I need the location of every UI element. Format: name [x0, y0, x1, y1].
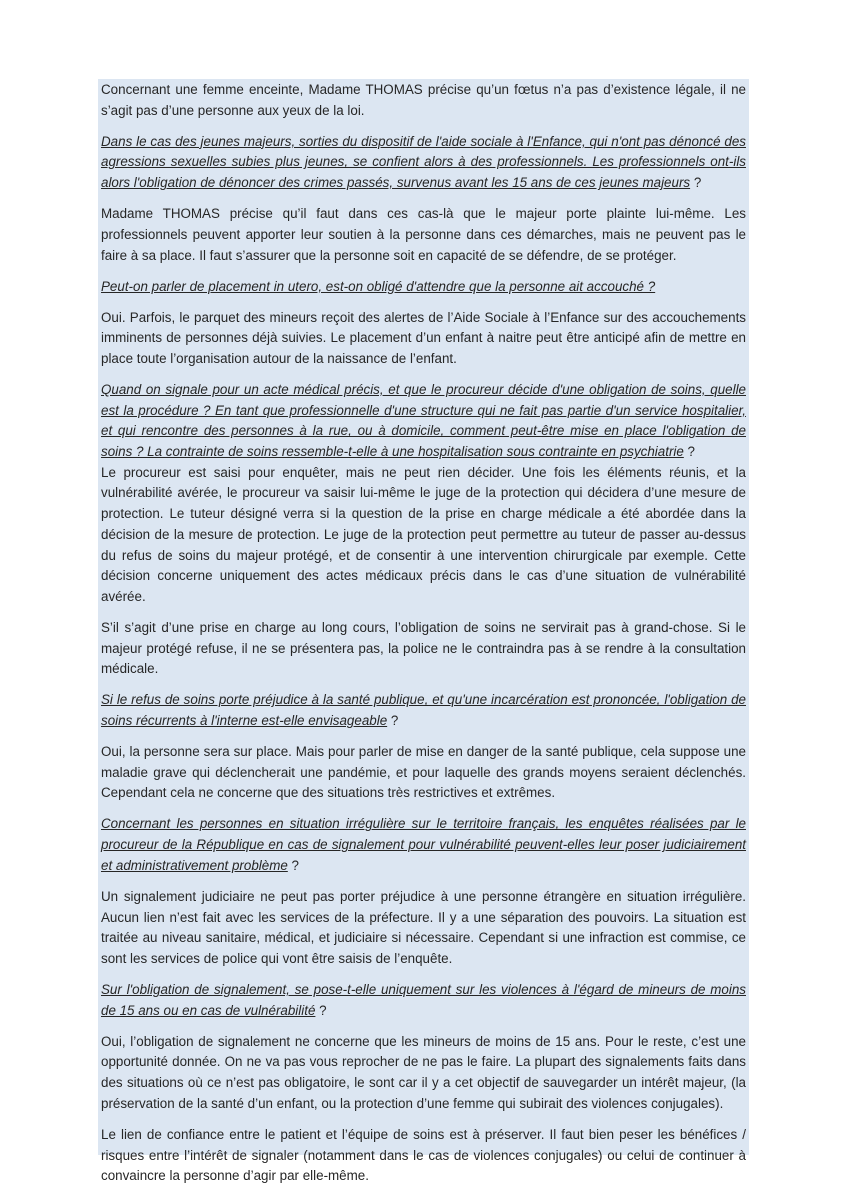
question-mark: ? [683, 444, 695, 460]
question-text: Concernant les personnes en situation irrégulière sur le territoire français, les enquêtes réalisées par le procureur de la République en cas de signalement pour vulnérabilité peuvent-elles leur poser judiciairement et administrativement problème [101, 816, 746, 873]
answer-paragraph: Concernant une femme enceinte, Madame THOMAS précise qu’un fœtus n’a pas d’existence légale, il ne s’agit pas d’une personne aux yeux de la loi. [101, 82, 746, 118]
question-paragraph [101, 814, 746, 876]
question-text: Sur l'obligation de signalement, se pose-t-elle uniquement sur les violences à l'égard de mineurs de moins de 15 ans ou en cas de vulnérabilité [101, 981, 746, 1018]
question-text: Si le refus de soins porte préjudice à la santé publique, et qu'une incarcération est prononcée, l'obligation de soins récurrents à l'interne est-elle envisageable [101, 692, 746, 729]
answer-paragraph: Le lien de confiance entre le patient et l’équipe de soins est à préserver. Il faut bien peser les bénéfices / risques entre l’intérêt de signaler (notamment dans le cas de violences conjugales) ou celui de continuer à convaincre la personne d’agir par elle-même. [101, 1126, 746, 1184]
question-mark: ? [690, 175, 702, 191]
question-paragraph [101, 277, 746, 298]
question-mark: ? [387, 713, 399, 729]
answer-paragraph: Oui. Parfois, le parquet des mineurs reçoit des alertes de l’Aide Sociale à l’Enfance sur des accouchements imminents de personnes déjà suivies. Le placement d’un enfant à naitre peut être anticipé afin de mettre en place toute l’organisation autour de la naissance de l’enfant. [101, 309, 746, 366]
question-paragraph [101, 380, 746, 463]
question-paragraph [101, 980, 746, 1021]
question-mark: ? [315, 1002, 327, 1018]
question-text: Dans le cas des jeunes majeurs, sorties du dispositif de l'aide sociale à l'Enfance, qui n'ont pas dénoncé des agressions sexuelles subies plus jeunes, se confient alors à des professionnels. Les professionnels ont-ils alors l'obligation de dénoncer des crimes passés, survenus avant les 15 ans de ces jeunes majeurs [101, 133, 746, 191]
answer-paragraph: S’il s’agit d’une prise en charge au long cours, l’obligation de soins ne servirait pas à grand-chose. Si le majeur protégé refuse, il ne se présentera pas, la police ne le contraindra pas à se rendre à la consultation médicale. [101, 619, 746, 677]
document-body [101, 80, 746, 1187]
answer-paragraph: Oui, l’obligation de signalement ne concerne que les mineurs de moins de 15 ans. Pour le reste, c’est une opportunité donnée. On ne va pas vous reprocher de ne pas le faire. La plupart des signalements faits dans des situations où ce n’est pas obligatoire, le sont car il y a cet objectif de sauvegarder un intérêt majeur, (la préservation de la santé d’un enfant, ou la protection d’une femme qui subirait des violences conjugales). [101, 1033, 746, 1111]
question-mark: ? [287, 857, 299, 873]
answer-paragraph: Oui, la personne sera sur place. Mais pour parler de mise en danger de la santé publique, cela suppose une maladie grave qui déclencherait une pandémie, et pour laquelle des grands moyens seraient déclenchés. Cependant cela ne concerne que des situations très restrictives et extrêmes. [101, 744, 746, 801]
question-text: Peut-on parler de placement in utero, est-on obligé d'attendre que la personne ait accouché ? [101, 278, 656, 294]
question-paragraph [101, 132, 746, 194]
answer-paragraph: Madame THOMAS précise qu’il faut dans ces cas-là que le majeur porte plainte lui-même. Les professionnels peuvent apporter leur soutien à la personne dans ces démarches, mais ne peuvent pas le faire à sa place. Il faut s’assurer que la personne soit en capacité de se défendre, de se protéger. [101, 206, 746, 263]
answer-paragraph: Un signalement judiciaire ne peut pas porter préjudice à une personne étrangère en situation irrégulière. Aucun lien n’est fait avec les services de la préfecture. Il y a une séparation des pouvoirs. La situation est traitée au niveau sanitaire, médical, et judiciaire si nécessaire. Cependant si une infraction est commise, ce sont les services de police qui vont être saisis de l’enquête. [101, 888, 746, 966]
question-paragraph [101, 690, 746, 731]
question-text: Quand on signale pour un acte médical précis, et que le procureur décide d'une obligation de soins, quelle est la procédure ? En tant que professionnelle d'une structure qui ne fait pas partie d'un service hospitalier, et qui rencontre des personnes à la rue, ou à domicile, comment peut-être mise en place l'obligation de soins ? La contrainte de soins ressemble-t-elle à une hospitalisation sous contrainte en psychiatrie [101, 381, 746, 460]
answer-paragraph: Le procureur est saisi pour enquêter, mais ne peut rien décider. Une fois les éléments réunis, et la vulnérabilité avérée, le procureur va saisir lui-même le juge de la protection qui décidera d’une mesure de protection. Le tuteur désigné verra si la question de la prise en charge médicale a été abordée dans la décision de la mesure de protection. Le juge de la protection peut permettre au tuteur de passer au-dessus du refus de soins du majeur protégé, et de consentir à une intervention chirurgicale par exemple. Cette décision concerne uniquement des actes médicaux précis dans le cas d’une situation de vulnérabilité avérée. [101, 464, 746, 604]
